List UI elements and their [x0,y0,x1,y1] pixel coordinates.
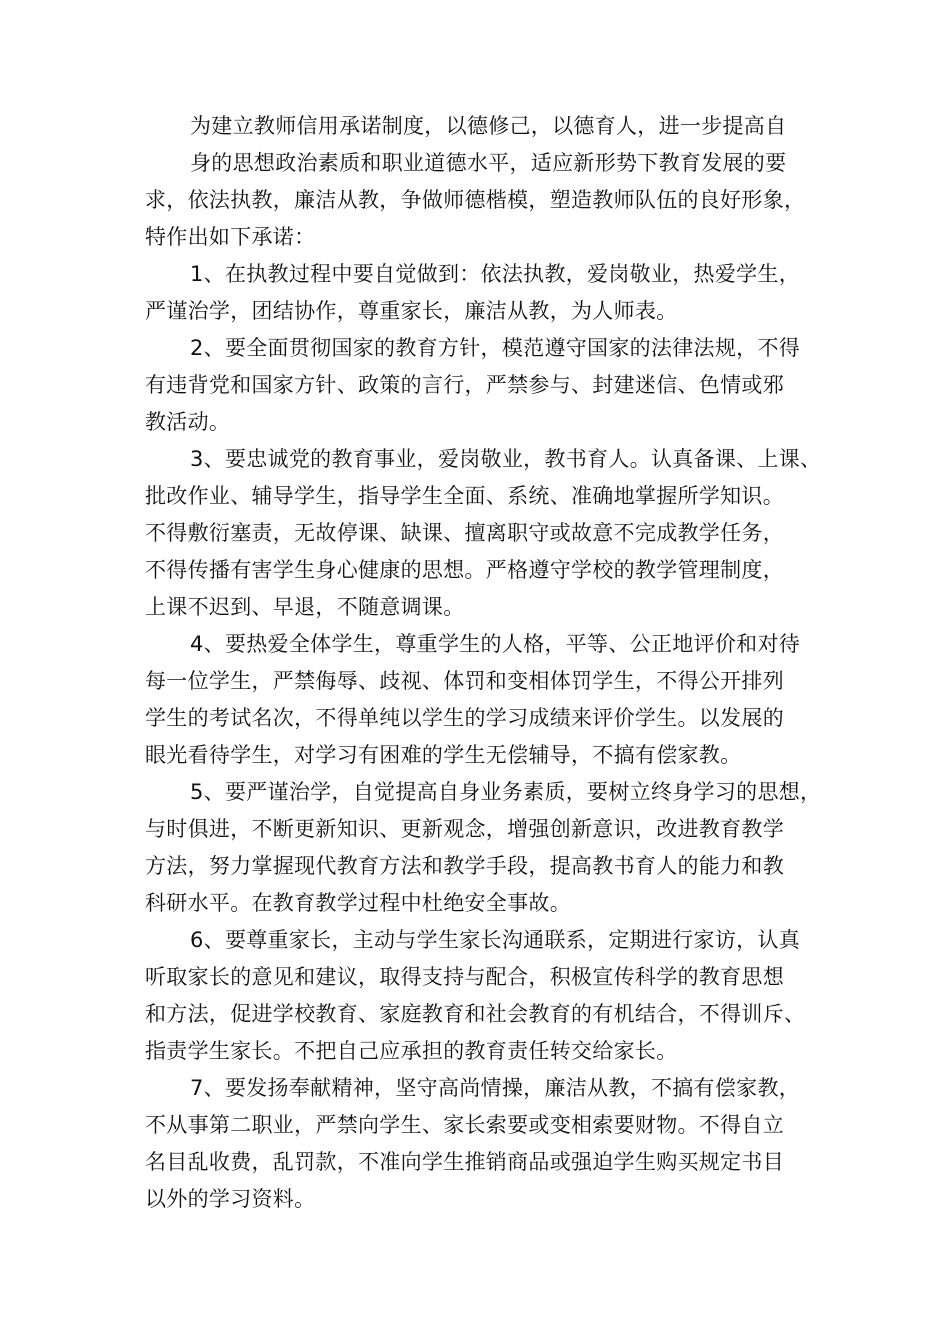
paragraph-line: 3、要忠诚党的教育事业，爱岗敬业，教书育人。认真备课、上课、 [190,447,822,471]
paragraph-line: 1、在执教过程中要自觉做到：依法执教，爱岗敬业，热爱学生， [190,262,801,286]
paragraph-line: 每一位学生，严禁侮辱、歧视、体罚和变相体罚学生，不得公开排列 [145,669,784,693]
paragraph-line: 以外的学习资料。 [145,1187,316,1211]
paragraph-line: 特作出如下承诺： [145,225,316,249]
paragraph-line: 科研水平。在教育教学过程中杜绝安全事故。 [145,891,571,915]
commitment-item-5 [145,774,835,922]
paragraph-line: 听取家长的意见和建议，取得支持与配合，积极宣传科学的教育思想 [145,965,784,989]
paragraph-line: 名目乱收费，乱罚款，不准向学生推销商品或强迫学生购买规定书目 [145,1150,784,1174]
commitment-item-1 [145,256,835,330]
paragraph-line: 上课不迟到、早退，不随意调课。 [145,595,465,619]
intro-paragraph [145,108,835,256]
document-body [145,108,835,1218]
paragraph-line: 和方法，促进学校教育、家庭教育和社会教育的有机结合，不得训斥、 [145,1002,806,1026]
paragraph-line: 6、要尊重家长，主动与学生家长沟通联系，定期进行家访，认真 [190,928,801,952]
paragraph-line: 方法，努力掌握现代教育方法和教学手段，提高教书育人的能力和教 [145,854,784,878]
paragraph-line: 严谨治学，团结协作，尊重家长，廉洁从教，为人师表。 [145,299,678,323]
paragraph-line: 4、要热爱全体学生，尊重学生的人格，平等、公正地评价和对待 [190,632,801,656]
paragraph-line: 2、要全面贯彻国家的教育方针，模范遵守国家的法律法规，不得 [190,336,801,360]
paragraph-line: 指责学生家长。不把自己应承担的教育责任转交给家长。 [145,1039,678,1063]
paragraph-line: 5、要严谨治学，自觉提高自身业务素质，要树立终身学习的思想， [190,780,822,804]
paragraph-line: 眼光看待学生，对学习有困难的学生无偿辅导，不搞有偿家教。 [145,743,742,767]
paragraph-line: 不得敷衍塞责，无故停课、缺课、擅离职守或故意不完成教学任务， [145,521,784,545]
paragraph-line: 学生的考试名次，不得单纯以学生的学习成绩来评价学生。以发展的 [145,706,784,730]
paragraph-line: 身的思想政治素质和职业道德水平，适应新形势下教育发展的要 [190,151,787,175]
commitment-item-4 [145,626,835,774]
paragraph-line: 与时俱进，不断更新知识、更新观念，增强创新意识，改进教育教学 [145,817,784,841]
paragraph-line: 求，依法执教，廉洁从教，争做师德楷模，塑造教师队伍的良好形象， [145,188,806,212]
paragraph-line: 不得传播有害学生身心健康的思想。严格遵守学校的教学管理制度， [145,558,784,582]
commitment-item-3 [145,441,835,626]
paragraph-line: 有违背党和国家方针、政策的言行，严禁参与、封建迷信、色情或邪 [145,373,784,397]
commitment-item-7 [145,1070,835,1218]
paragraph-line: 不从事第二职业，严禁向学生、家长索要或变相索要财物。不得自立 [145,1113,784,1137]
paragraph-line: 7、要发扬奉献精神，坚守高尚情操，廉洁从教，不搞有偿家教， [190,1076,801,1100]
paragraph-line: 批改作业、辅导学生，指导学生全面、系统、准确地掌握所学知识。 [145,484,784,508]
paragraph-line: 为建立教师信用承诺制度，以德修己，以德育人，进一步提高自 [190,114,787,138]
commitment-item-2 [145,330,835,441]
commitment-item-6 [145,922,835,1070]
paragraph-line: 教活动。 [145,410,231,434]
